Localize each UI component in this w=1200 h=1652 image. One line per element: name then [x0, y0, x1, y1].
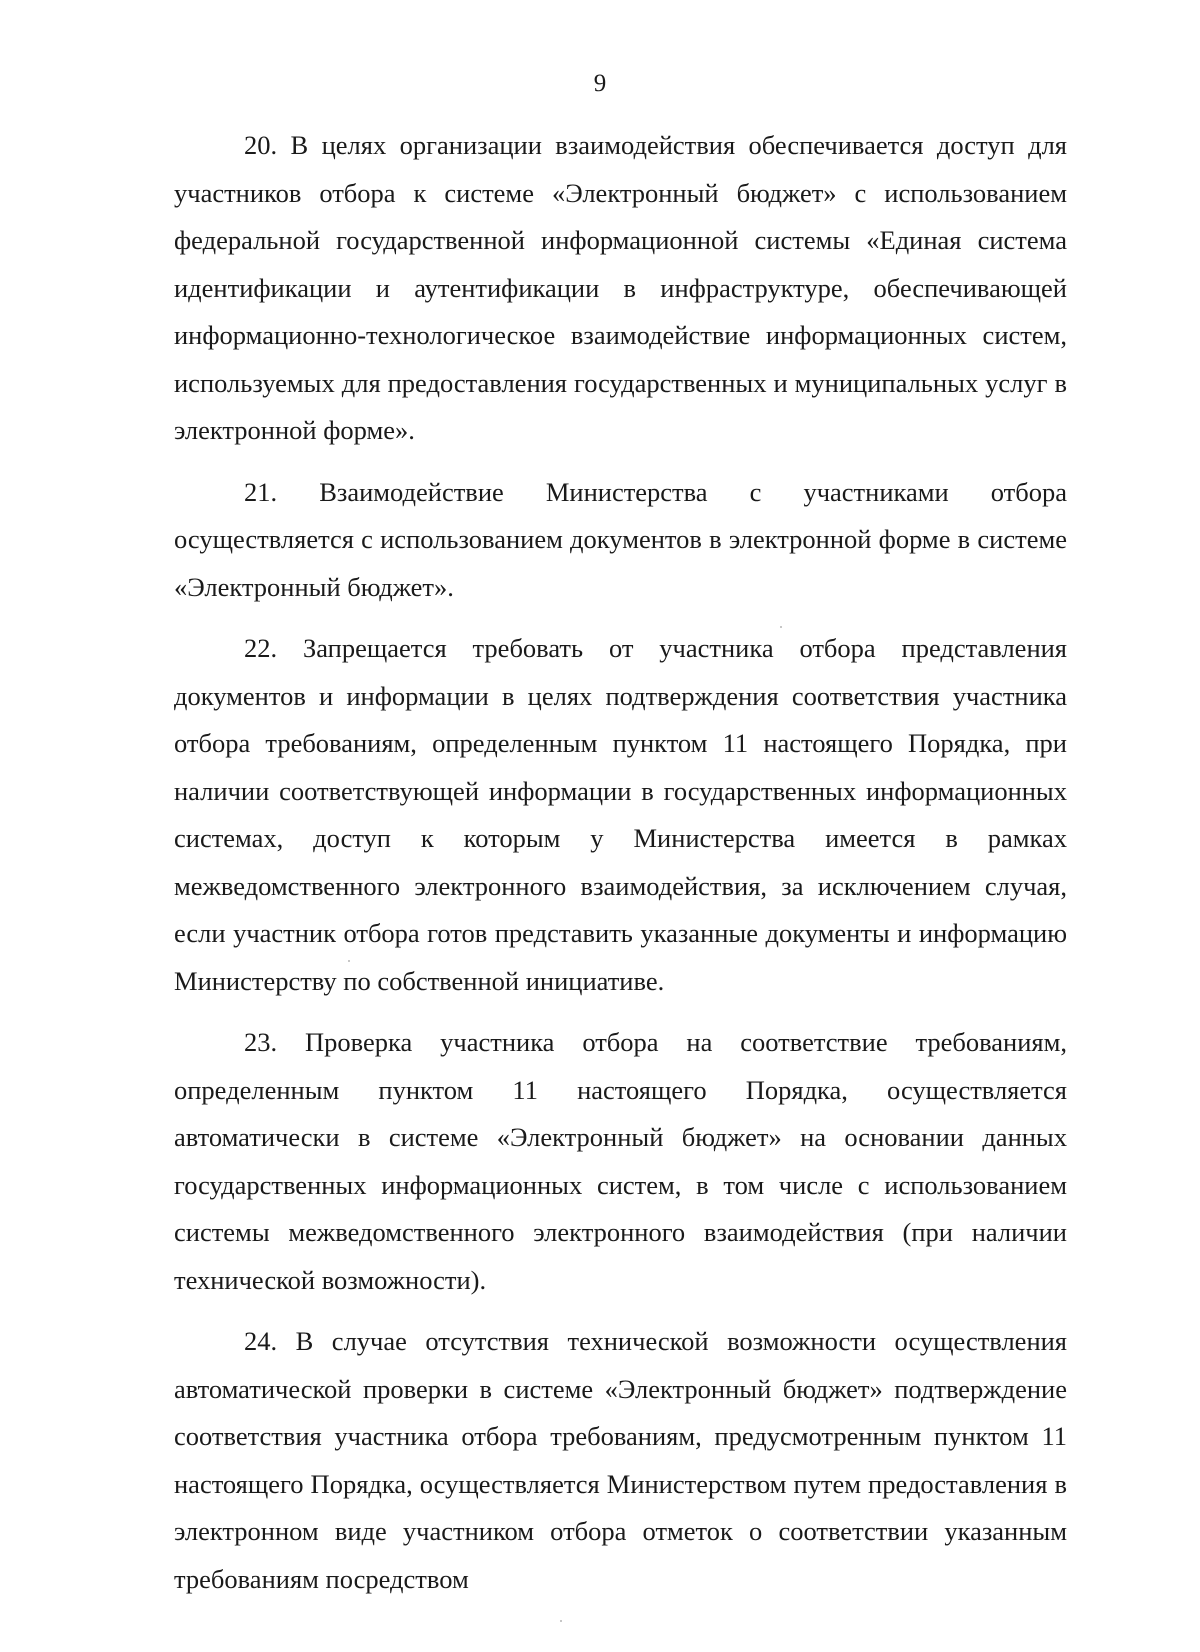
- scan-speck: [348, 960, 350, 962]
- paragraph-20: 20. В целях организации взаимодействия обеспечивается доступ для участников отбора к системе «Электронный бюджет» с использованием федеральной государственной информационной системы «Единая система идентификации и аутентификации в инфраструктуре, обеспечивающей информационно-технологическое взаимодействие информационных систем, используемых для предоставления государственных и муниципальных услуг в электронной форме».: [174, 130, 1067, 445]
- page-number: 9: [593, 70, 607, 97]
- paragraph-24: 24. В случае отсутствия технической возможности осуществления автоматической проверки в системе «Электронный бюджет» подтверждение соответствия участника отбора требованиям, предусмотренным пунктом 11 настоящего Порядка, осуществляется Министерством путем предоставления в электронном виде участником отбора отметок о соответствии указанным требованиям посредством: [174, 1326, 1067, 1594]
- paragraph-23: 23. Проверка участника отбора на соответствие требованиям, определенным пунктом 11 настоящего Порядка, осуществляется автоматически в системе «Электронный бюджет» на основании данных государственных информационных систем, в том числе с использованием системы межведомственного электронного взаимодействия (при наличии технической возможности).: [174, 1027, 1067, 1295]
- paragraph-22: 22. Запрещается требовать от участника отбора представления документов и информации в целях подтверждения соответствия участника отбора требованиям, определенным пунктом 11 настоящего Порядка, при наличии соответствующей информации в государственных информационных системах, доступ к которым у Министерства имеется в рамках межведомственного электронного взаимодействия, за исключением случая, если участник отбора готов представить указанные документы и информацию Министерству по собственной инициативе.: [174, 633, 1067, 996]
- scan-speck: [780, 626, 782, 628]
- paragraph-21: 21. Взаимодействие Министерства с участниками отбора осуществляется с использованием документов в электронной форме в системе «Электронный бюджет».: [174, 476, 1067, 602]
- document-body: [174, 122, 1067, 1617]
- scan-speck: [560, 1620, 562, 1622]
